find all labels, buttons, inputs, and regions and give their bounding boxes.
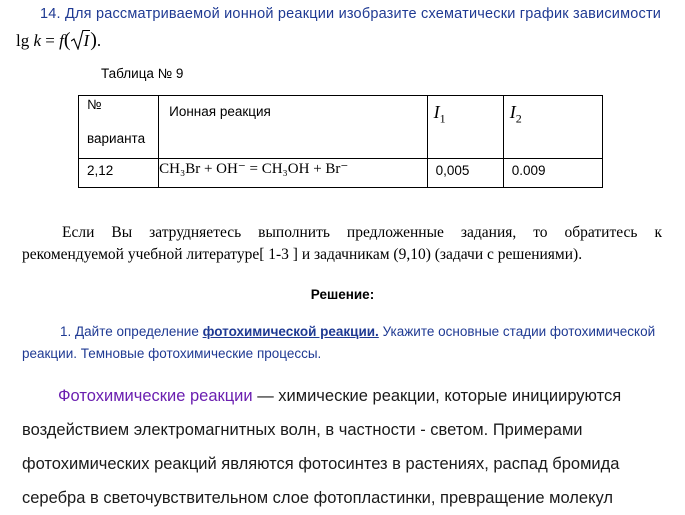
solution-heading: Решение: [310, 287, 375, 302]
formula-k: k [33, 31, 42, 50]
article-term: Фотохимические реакции [58, 387, 253, 405]
header-reaction: Ионная реакция [159, 96, 428, 159]
header-i2: $I_2$ [503, 96, 602, 159]
table-row [79, 159, 603, 188]
formula-lg: lg [16, 31, 30, 50]
article-paragraph: Фотохимические реакции — химические реакции, которые инициируются воздействием электромагнитных волн, в частности - светом. Примерами фотохимических реакций являются фотосинтез в растениях, распад бромида серебра в светочувствительном слое фотопластинки, превращение молекул [22, 387, 622, 507]
hint-paragraph: Если Вы затрудняетесь выполнить предложенные задания, то обратитесь к рекомендуемой учебной литературе[ 1-3 ] и задачникам (9,10) (задачи с решениями). [22, 224, 662, 263]
cell-variant-number: 2,12 [79, 159, 159, 188]
formula-I: I [83, 31, 90, 50]
task-formula: lg k = f( I). [16, 29, 102, 51]
variants-table [78, 95, 603, 188]
task-statement: 14. Для рассматриваемой ионной реакции изобразите схематически график зависимости [40, 6, 662, 22]
table-caption: Таблица № 9 [101, 66, 184, 81]
formula-f: f [59, 31, 64, 50]
header-variant-number: № варианта [79, 96, 159, 159]
cell-i2: 0.009 [503, 159, 602, 188]
formula-eq: = [41, 31, 60, 50]
question-term: фотохимической реакции. [202, 324, 379, 339]
sqrt-sign-icon [71, 30, 85, 50]
cell-i1: 0,005 [427, 159, 503, 188]
cell-reaction: CH₃Br + OH⁻ = CH₃OH + Br⁻ [159, 159, 428, 188]
table-header-row [79, 96, 603, 159]
header-i1: $I_1$ [427, 96, 503, 159]
question-paragraph: 1. Дайте определение фотохимической реакции. Укажите основные стадии фотохимической реакции. Темновые фотохимические процессы. [22, 324, 656, 361]
